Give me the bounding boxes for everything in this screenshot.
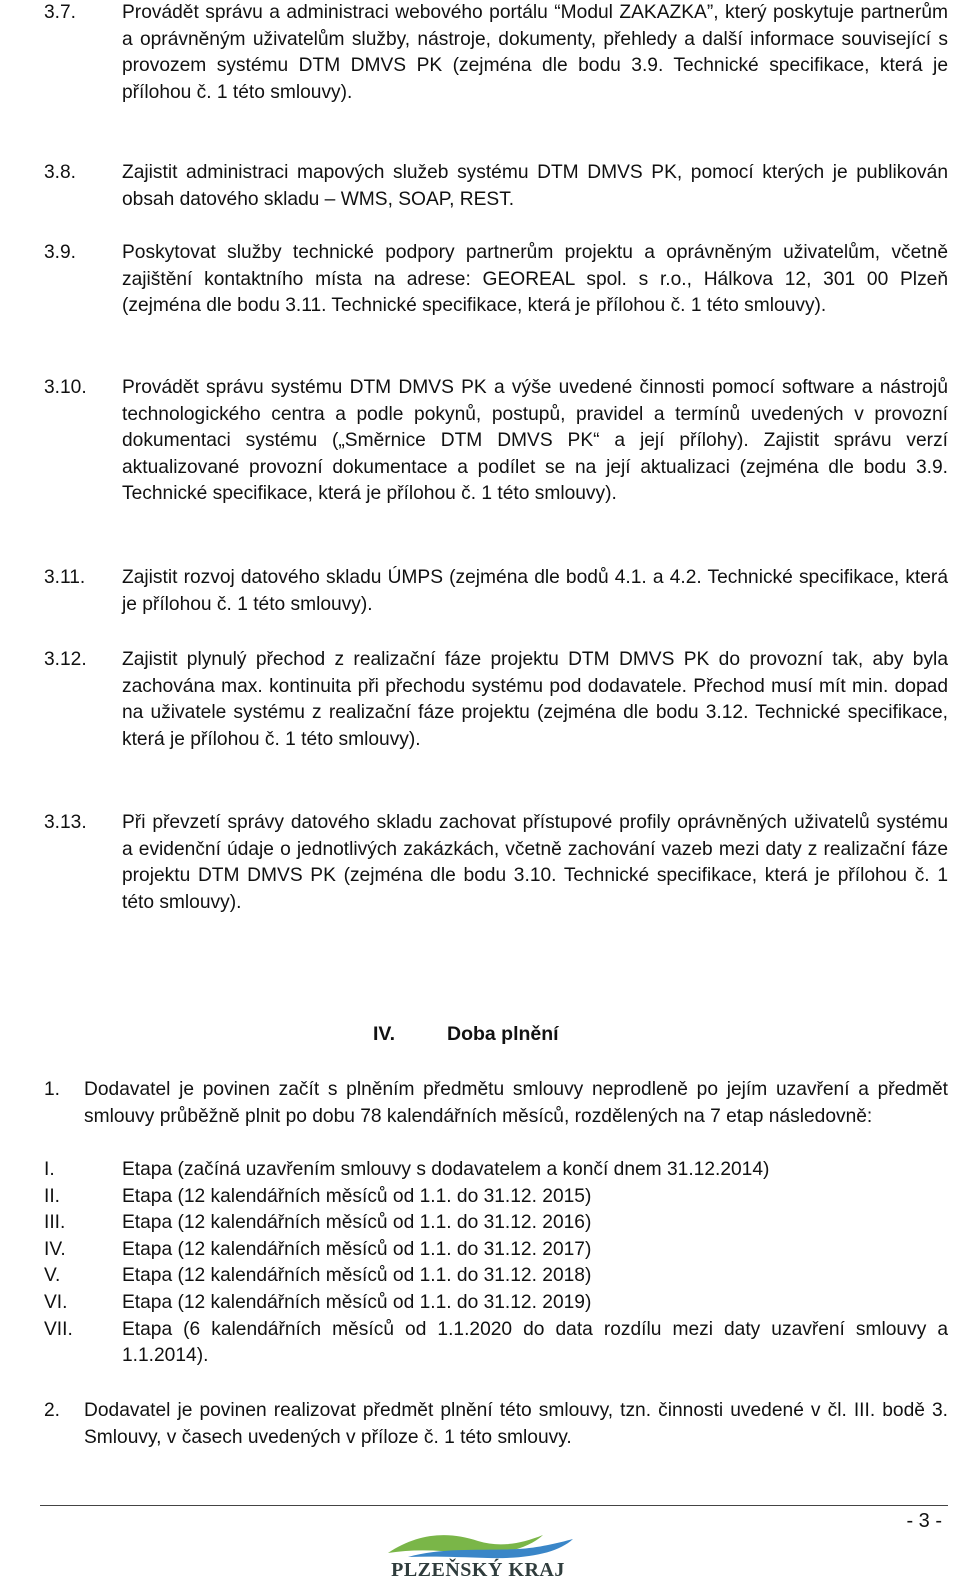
point-text: Dodavatel je povinen realizovat předmět plnění této smlouvy, tzn. činnosti uvedené v čl. III. bodě 3. Smlouvy, v časech uvedených v příloze č. 1 této smlouvy. xyxy=(84,1400,948,1448)
stage-item xyxy=(44,1157,948,1184)
plzensky-kraj-logo xyxy=(368,1527,588,1585)
section-heading xyxy=(0,1023,960,1053)
item-3-10 xyxy=(44,375,948,508)
item-number: 3.11. xyxy=(44,567,86,588)
stage-text: Etapa (12 kalendářních měsíců od 1.1. do 31.12. 2018) xyxy=(122,1265,592,1287)
stage-number: III. xyxy=(44,1212,66,1234)
item-text: Zajistit plynulý přechod z realizační fáze projektu DTM DMVS PK do provozní tak, aby byla zachována max. kontinuita při přechodu systému pod dodavatele. Přechod musí mít min. dopad na uživatele systému z realizační fáze projektu (zejména dle bodu 3.12. Technické specifikace, která je přílohou č. 1 této smlouvy). xyxy=(122,649,948,750)
point-text: Dodavatel je povinen začít s plněním předmětu smlouvy neprodleně po jejím uzavření a předmět smlouvy průběžně plnit po dobu 78 kalendářních měsíců, rozdělených na 7 etap následovně: xyxy=(84,1079,948,1127)
item-text: Zajistit rozvoj datového skladu ÚMPS (zejména dle bodů 4.1. a 4.2. Technické specifikace, která je přílohou č. 1 této smlouvy). xyxy=(122,567,948,615)
stage-item xyxy=(44,1263,948,1290)
stage-number: VII. xyxy=(44,1318,73,1340)
stage-item xyxy=(44,1184,948,1211)
point-number: 2. xyxy=(44,1400,61,1421)
section-title: Doba plnění xyxy=(447,1023,559,1045)
list-item xyxy=(44,1077,948,1130)
stage-number: II. xyxy=(44,1185,60,1207)
item-text: Provádět správu systému DTM DMVS PK a výše uvedené činnosti pomocí software a nástrojů technologického centra a podle pokynů, postupů, pravidel a termínů uvedených v provozní dokumentaci systému („Směrnice DTM DMVS PK“ a její přílohy). Zajistit správu verzí aktualizované provozní dokumentace a podílet se na její aktualizaci (zejména dle bodu 3.9. Technické specifikace, která je přílohou č. 1 této smlouvy). xyxy=(122,377,948,505)
stage-text: Etapa (12 kalendářních měsíců od 1.1. do 31.12. 2019) xyxy=(122,1291,592,1313)
item-3-12 xyxy=(44,647,948,753)
stage-number: V. xyxy=(44,1265,61,1287)
footer-divider xyxy=(40,1505,948,1506)
stage-text: Etapa (12 kalendářních měsíců od 1.1. do 31.12. 2015) xyxy=(122,1185,592,1207)
item-text: Zajistit administraci mapových služeb systému DTM DMVS PK, pomocí kterých je publikován obsah datového skladu – WMS, SOAP, REST. xyxy=(122,162,948,210)
stage-text: Etapa (6 kalendářních měsíců od 1.1.2020 do data rozdílu mezi daty uzavření smlouvy a 1.1.2014). xyxy=(122,1318,948,1367)
stage-number: VI. xyxy=(44,1291,68,1313)
logo-text: PLZEŇSKÝ KRAJ xyxy=(391,1559,565,1581)
item-text: Při převzetí správy datového skladu zachovat přístupové profily oprávněných uživatelů systému a evidenční údaje o jednotlivých zakázkách, včetně zachování vazeb mezi daty z realizační fáze projektu DTM DMVS PK (zejména dle bodu 3.10. Technické specifikace, která je přílohou č. 1 této smlouvy). xyxy=(122,812,948,913)
item-number: 3.10. xyxy=(44,377,87,398)
point-2 xyxy=(44,1398,948,1451)
item-number: 3.9. xyxy=(44,242,77,263)
stage-text: Etapa (12 kalendářních měsíců od 1.1. do 31.12. 2017) xyxy=(122,1238,592,1260)
item-number: 3.8. xyxy=(44,162,77,183)
item-3-9 xyxy=(44,240,948,320)
item-3-8 xyxy=(44,160,948,213)
stage-item xyxy=(44,1290,948,1317)
stage-text: Etapa (začíná uzavřením smlouvy s dodavatelem a končí dnem 31.12.2014) xyxy=(122,1159,770,1180)
item-number: 3.13. xyxy=(44,812,87,833)
landscape-icon xyxy=(368,1527,588,1561)
stage-item xyxy=(44,1237,948,1264)
stage-number: IV. xyxy=(44,1238,66,1260)
section-number: IV. xyxy=(373,1023,396,1045)
item-number: 3.12. xyxy=(44,649,87,670)
stage-item xyxy=(44,1317,948,1370)
stage-list xyxy=(44,1157,948,1370)
item-3-13 xyxy=(44,810,948,916)
point-1 xyxy=(44,1077,948,1130)
item-3-7 xyxy=(44,0,948,106)
stage-item xyxy=(44,1210,948,1237)
stage-number: I. xyxy=(44,1159,55,1180)
stage-text: Etapa (12 kalendářních měsíců od 1.1. do 31.12. 2016) xyxy=(122,1212,592,1234)
item-text: Provádět správu a administraci webového portálu “Modul ZAKAZKA”, který poskytuje partnerům a oprávněným uživatelům služby, nástroje, dokumenty, přehledy a další informace související s provozem systému DTM DMVS PK (zejména dle bodu 3.9. Technické specifikace, která je přílohou č. 1 této smlouvy). xyxy=(122,2,948,103)
item-text: Poskytovat služby technické podpory partnerům projektu a oprávněným uživatelům, včetně zajištění kontaktního místa na adrese: GEOREAL spol. s r.o., Hálkova 12, 301 00 Plzeň (zejména dle bodu 3.11. Technické specifikace, která je přílohou č. 1 této smlouvy). xyxy=(122,242,948,317)
page-number: - 3 - xyxy=(906,1510,942,1532)
item-number: 3.7. xyxy=(44,2,77,23)
point-number: 1. xyxy=(44,1079,61,1100)
item-3-11 xyxy=(44,565,948,618)
list-item xyxy=(44,1398,948,1451)
